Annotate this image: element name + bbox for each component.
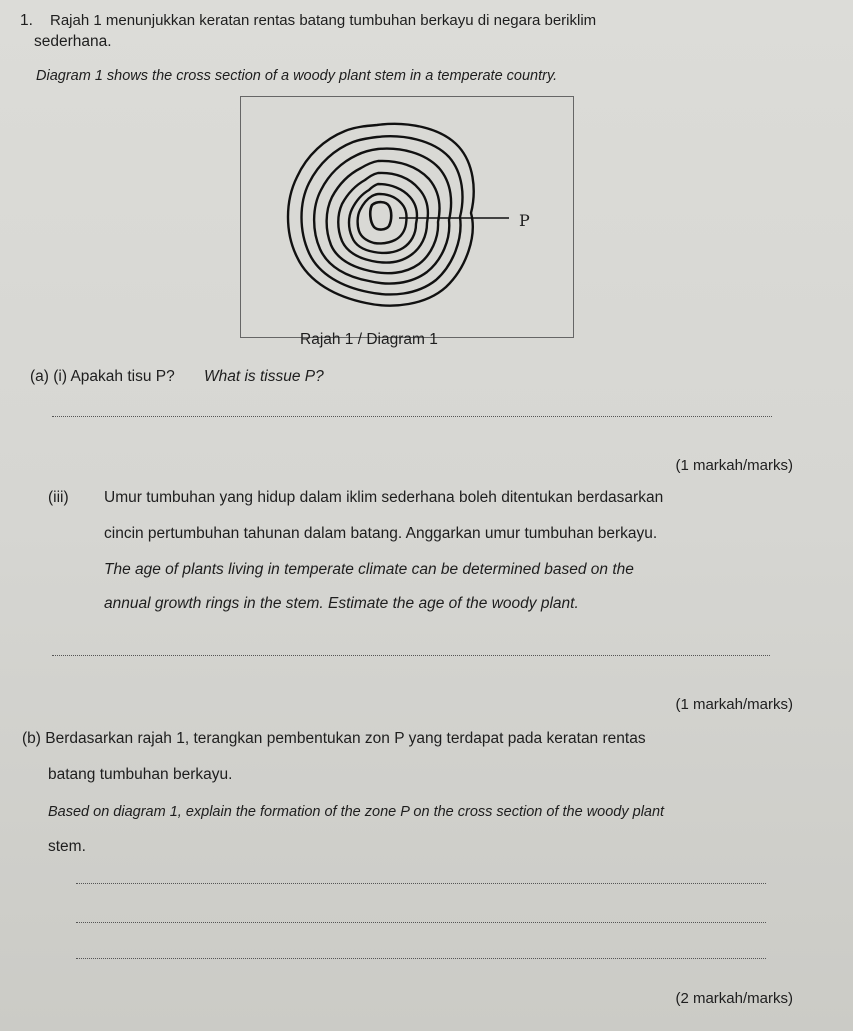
outer-bark-ring — [288, 124, 474, 306]
label-p: P — [519, 211, 530, 230]
stem-cross-section-diagram — [240, 96, 574, 338]
diagram-caption: Rajah 1 / Diagram 1 — [300, 331, 438, 348]
part-a-iii-malay-line1: Umur tumbuhan yang hidup dalam iklim sederhana boleh ditentukan berdasarkan — [104, 489, 664, 506]
part-a-iii-malay-line2: cincin pertumbuhan tahunan dalam batang. Anggarkan umur tumbuhan berkayu. — [104, 525, 658, 542]
marks-a-i: (1 markah/marks) — [675, 457, 793, 474]
answer-line-a-iii[interactable] — [52, 655, 770, 656]
answer-line-a-i[interactable] — [52, 416, 772, 417]
part-a-i-question-english: What is tissue P? — [204, 368, 324, 385]
part-a-iii-english-line2: annual growth rings in the stem. Estimate the age of the woody plant. — [104, 595, 579, 612]
part-b-english-line2: stem. — [48, 838, 86, 855]
marks-b: (2 markah/marks) — [675, 990, 793, 1007]
question-number: 1. — [20, 12, 33, 29]
intro-malay-line2: sederhana. — [34, 33, 112, 50]
answer-line-b-1[interactable] — [76, 883, 766, 884]
part-b-english-line1: Based on diagram 1, explain the formation of the zone P on the cross section of the woody plant — [48, 804, 665, 820]
growth-ring — [327, 161, 440, 273]
part-b-malay-line2: batang tumbuhan berkayu. — [48, 766, 233, 783]
pith-center — [370, 202, 391, 229]
part-b-malay-line1: (b) Berdasarkan rajah 1, terangkan pembentukan zon P yang terdapat pada keratan rentas — [22, 730, 646, 747]
part-a-iii-english-line1: The age of plants living in temperate climate can be determined based on the — [104, 561, 634, 578]
intro-english: Diagram 1 shows the cross section of a woody plant stem in a temperate country. — [36, 68, 558, 84]
part-a-i-question-malay: (a) (i) Apakah tisu P? — [30, 368, 175, 385]
intro-malay-line1: Rajah 1 menunjukkan keratan rentas batang tumbuhan berkayu di negara beriklim — [50, 12, 597, 29]
answer-line-b-3[interactable] — [76, 958, 766, 959]
answer-line-b-2[interactable] — [76, 922, 766, 923]
part-a-iii-number: (iii) — [48, 489, 69, 506]
marks-a-iii: (1 markah/marks) — [675, 696, 793, 713]
